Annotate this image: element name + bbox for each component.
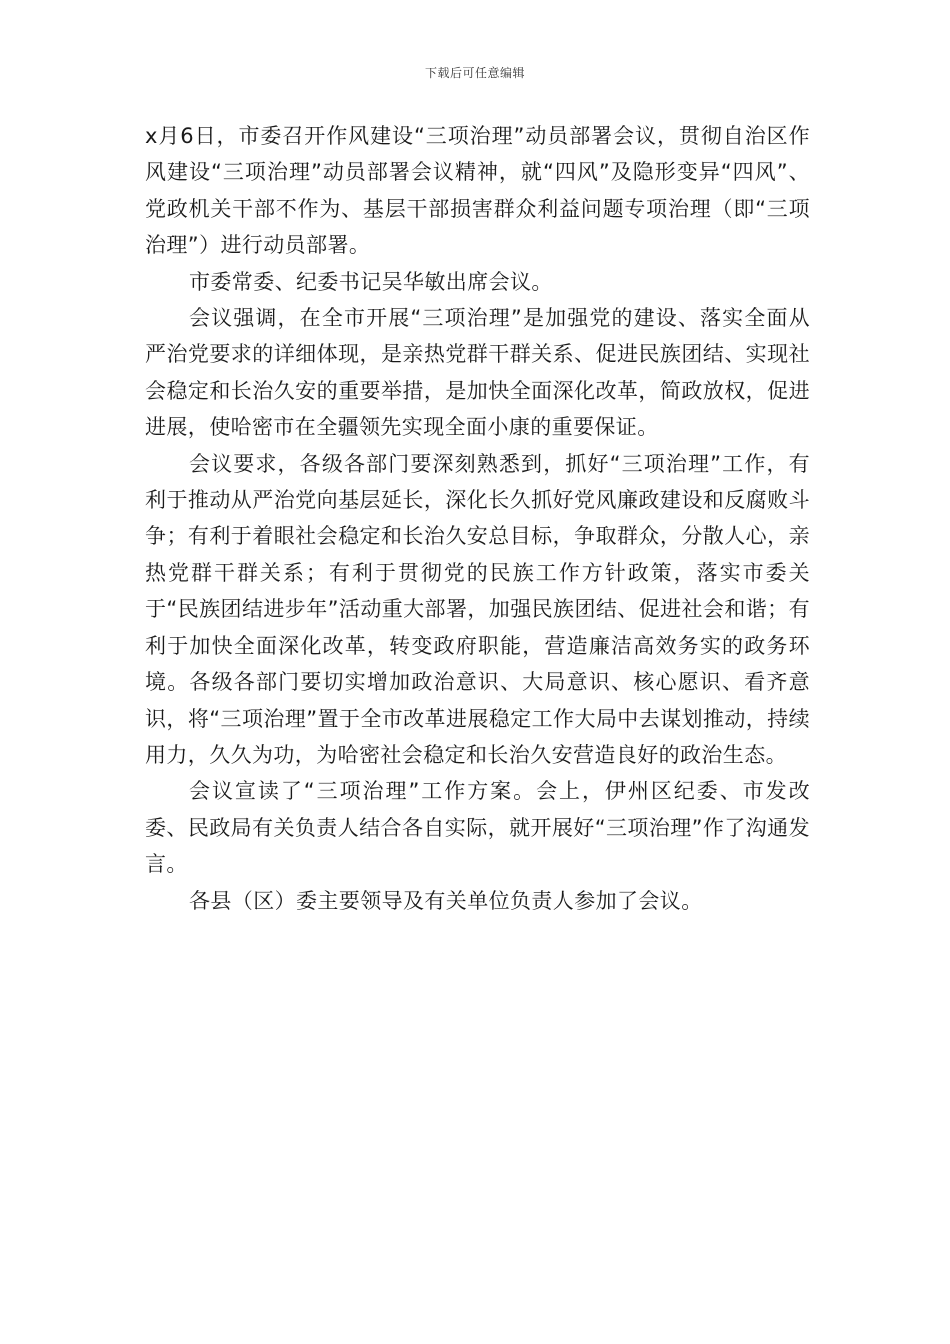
paragraph-opening: x月6日，市委召开作风建设“三项治理”动员部署会议，贯彻自治区作风建设“三项治理”动员部署会议精神，就“四风”及隐形变异“四风”、党政机关干部不作为、基层干部损害群众利益问题专项治理（即“三项治理”）进行动员部署。 [145,124,810,258]
paragraph-attendee: 市委常委、纪委书记吴华敏出席会议。 [189,269,553,294]
paragraph-plan-reading: 会议宣读了“三项治理”工作方案。会上，伊州区纪委、市发改委、民政局有关负责人结合各自实际，就开展好“三项治理”作了沟通发言。 [145,779,810,877]
document-body [145,118,810,919]
page-header: 下载后可任意编辑 [424,66,525,80]
paragraph-requirements: 会议要求，各级各部门要深刻熟悉到，抓好“三项治理”工作，有利于推动从严治党向基层延长，深化长久抓好党风廉政建设和反腐败斗争；有利于着眼社会稳定和长治久安总目标，争取群众，分散人心，亲热党群干群关系；有利于贯彻党的民族工作方针政策，落实市委关于“民族团结进步年”活动重大部署，加强民族团结、促进社会和谐；有利于加快全面深化改革，转变政府职能，营造廉洁高效务实的政务环境。各级各部门要切实增加政治意识、大局意识、核心愿识、看齐意识，将“三项治理”置于全市改革进展稳定工作大局中去谋划推动，持续用力，久久为功，为哈密社会稳定和长治久安营造良好的政治生态。 [145,451,810,767]
paragraph-participants: 各县（区）委主要领导及有关单位负责人参加了会议。 [189,888,703,913]
paragraph-emphasis: 会议强调，在全市开展“三项治理”是加强党的建设、落实全面从严治党要求的详细体现，是亲热党群干群关系、促进民族团结、实现社会稳定和长治久安的重要举措，是加快全面深化改革，简政放权，促进进展，使哈密市在全疆领先实现全面小康的重要保证。 [145,306,810,440]
